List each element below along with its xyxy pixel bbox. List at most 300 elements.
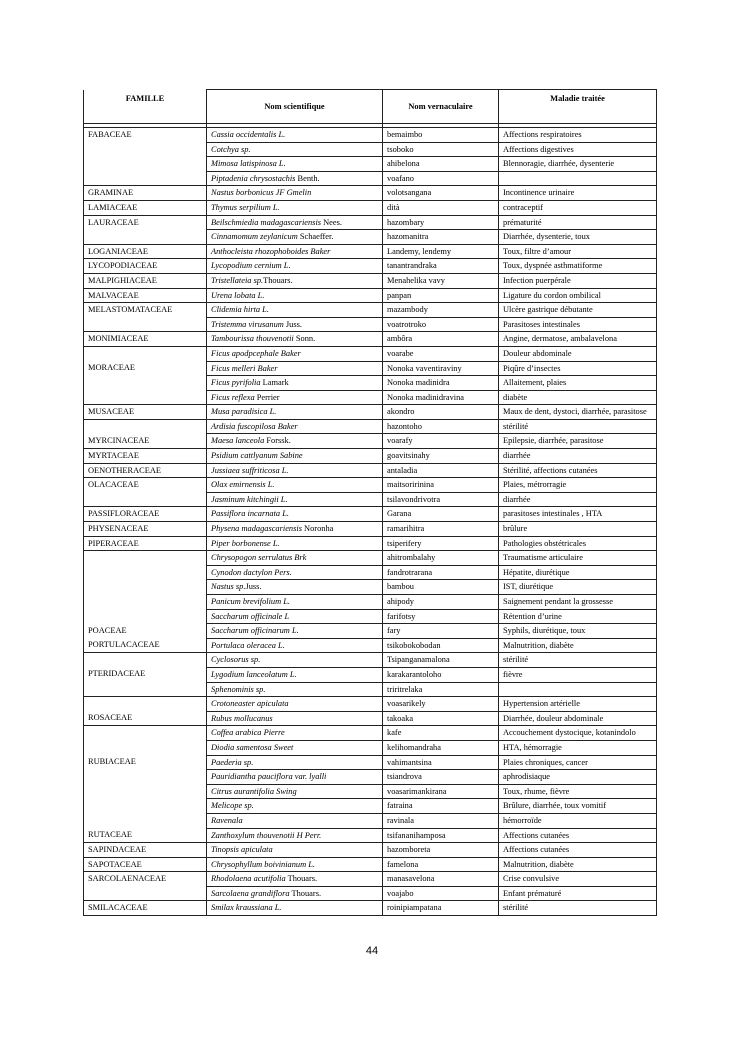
cell-scientific <box>207 740 383 755</box>
cell-family: ROSACEAE <box>84 711 207 726</box>
cell-family <box>84 551 207 566</box>
table-row <box>84 288 657 303</box>
cell-vernacular: ahitrombalahy <box>383 551 499 566</box>
author-name: Perrier <box>254 392 280 402</box>
cell-vernacular: ahipody <box>383 595 499 610</box>
cell-disease: Traumatisme articulaire <box>499 551 657 566</box>
cell-family <box>84 609 207 624</box>
table-row <box>84 200 657 215</box>
cell-scientific <box>207 872 383 887</box>
table-row <box>84 507 657 522</box>
cell-vernacular: vahimantsina <box>383 755 499 770</box>
table-row <box>84 244 657 259</box>
cell-vernacular: maitsoririnina <box>383 478 499 493</box>
cell-disease: Syphils, diurétique, toux <box>499 624 657 639</box>
scientific-name: Saccharum officinale L <box>211 611 290 621</box>
table-row <box>84 492 657 507</box>
cell-disease: Toux, dyspnée asthmatiforme <box>499 259 657 274</box>
cell-scientific <box>207 186 383 201</box>
cell-disease <box>499 682 657 697</box>
scientific-name: Ravenala <box>211 815 243 825</box>
scientific-name: Diodia samentosa Sweet <box>211 742 294 752</box>
cell-family <box>84 682 207 697</box>
cell-family: PTERIDACEAE <box>84 667 207 682</box>
cell-vernacular: mazambody <box>383 303 499 318</box>
cell-scientific <box>207 288 383 303</box>
cell-scientific <box>207 799 383 814</box>
cell-vernacular: ramarihitra <box>383 522 499 537</box>
cell-scientific <box>207 492 383 507</box>
cell-scientific <box>207 157 383 172</box>
table-row <box>84 361 657 376</box>
cell-scientific <box>207 303 383 318</box>
table-row <box>84 142 657 157</box>
cell-vernacular: dità <box>383 200 499 215</box>
cell-family: SARCOLAENACEAE <box>84 872 207 887</box>
cell-family <box>84 813 207 828</box>
table-row <box>84 813 657 828</box>
table-row <box>84 551 657 566</box>
scientific-name: Nastus borbonicus JF Gmelin <box>211 188 312 198</box>
cell-disease: Toux, rhume, fièvre <box>499 784 657 799</box>
cell-disease: Hépatite, diurétique <box>499 565 657 580</box>
cell-scientific <box>207 449 383 464</box>
table-row <box>84 595 657 610</box>
cell-family: LAURACEAE <box>84 215 207 230</box>
cell-disease: Affections digestives <box>499 142 657 157</box>
cell-vernacular: volotsangana <box>383 186 499 201</box>
scientific-name: Physena madagascariensis <box>211 524 302 534</box>
cell-disease: stérilité <box>499 419 657 434</box>
cell-vernacular: tsiperifery <box>383 536 499 551</box>
scientific-name: Coffea arabica Pierre <box>211 728 285 738</box>
cell-vernacular: fandrotrarana <box>383 565 499 580</box>
cell-family: OLACACEAE <box>84 478 207 493</box>
table-row <box>84 536 657 551</box>
cell-family: MALVACEAE <box>84 288 207 303</box>
cell-disease: Maux de dent, dystoci, diarrhée, parasitose <box>499 405 657 420</box>
cell-scientific <box>207 346 383 361</box>
scientific-name: Lycopodium cernium L. <box>211 261 291 271</box>
table-row <box>84 624 657 639</box>
cell-family <box>84 346 207 361</box>
cell-scientific <box>207 813 383 828</box>
cell-vernacular: Nonoka vaventiraviny <box>383 361 499 376</box>
table-row <box>84 770 657 785</box>
cell-vernacular: antaladia <box>383 463 499 478</box>
scientific-name: Sarcolaena grandiflora <box>211 888 290 898</box>
table-row <box>84 580 657 595</box>
cell-family: LOGANIACEAE <box>84 244 207 259</box>
cell-scientific <box>207 376 383 391</box>
cell-vernacular: kafe <box>383 726 499 741</box>
cell-family <box>84 230 207 245</box>
header-row <box>84 90 657 124</box>
cell-family: MORACEAE <box>84 361 207 376</box>
cell-scientific <box>207 230 383 245</box>
cell-scientific <box>207 624 383 639</box>
cell-family: LAMIACEAE <box>84 200 207 215</box>
scientific-name: Jasminum kitchingii L. <box>211 494 288 504</box>
cell-vernacular: voarabe <box>383 346 499 361</box>
scientific-name: Musa paradisica L. <box>211 407 277 417</box>
cell-disease: Parasitoses intestinales <box>499 317 657 332</box>
cell-family: SMILACACEAE <box>84 901 207 916</box>
table-row <box>84 726 657 741</box>
table-row <box>84 230 657 245</box>
table-row <box>84 784 657 799</box>
cell-family <box>84 653 207 668</box>
cell-vernacular: goavitsinahy <box>383 449 499 464</box>
scientific-name: Olax emirnensis L. <box>211 480 275 490</box>
cell-family: MYRCINACEAE <box>84 434 207 449</box>
cell-family <box>84 697 207 712</box>
cell-family: MUSACEAE <box>84 405 207 420</box>
cell-vernacular: fary <box>383 624 499 639</box>
cell-vernacular: tsilavondrivotra <box>383 492 499 507</box>
cell-family: PASSIFLORACEAE <box>84 507 207 522</box>
table-row <box>84 653 657 668</box>
table-row <box>84 419 657 434</box>
table-row <box>84 390 657 405</box>
cell-vernacular: hazombary <box>383 215 499 230</box>
scientific-name: Sphenominis sp. <box>211 684 266 694</box>
table-row <box>84 755 657 770</box>
cell-scientific <box>207 667 383 682</box>
cell-disease: Brûlure, diarrhée, toux vomitif <box>499 799 657 814</box>
table-row <box>84 259 657 274</box>
cell-scientific <box>207 711 383 726</box>
scientific-name: Crotoneaster apiculata <box>211 699 289 709</box>
table-row <box>84 565 657 580</box>
header-disease: Maladie traitée <box>499 90 657 124</box>
author-name: Thouars. <box>263 275 293 285</box>
cell-scientific <box>207 478 383 493</box>
table-row <box>84 711 657 726</box>
cell-scientific <box>207 522 383 537</box>
cell-scientific <box>207 536 383 551</box>
table-row <box>84 376 657 391</box>
author-name: Schaeffer. <box>297 232 334 242</box>
cell-disease: stérilité <box>499 653 657 668</box>
cell-scientific <box>207 551 383 566</box>
table-row <box>84 697 657 712</box>
table-row <box>84 740 657 755</box>
cell-scientific <box>207 317 383 332</box>
cell-disease: Angine, dermatose, ambalavelona <box>499 332 657 347</box>
scientific-name: Piper borbonense L. <box>211 538 280 548</box>
scientific-name: Pauridiantha pauciflora var. lyalli <box>211 772 327 782</box>
author-name: Noronha <box>301 524 334 534</box>
table-row <box>84 638 657 653</box>
author-name: Forssk. <box>264 436 291 446</box>
cell-family <box>84 142 207 157</box>
cell-disease: Malnutrition, diabète <box>499 638 657 653</box>
scientific-name: Cynodon dactylon Pers. <box>211 567 292 577</box>
cell-scientific <box>207 244 383 259</box>
cell-disease: Plaies, métrorragie <box>499 478 657 493</box>
cell-scientific <box>207 507 383 522</box>
cell-disease: Blennoragie, diarrhée, dysenterie <box>499 157 657 172</box>
cell-vernacular: Tsipanganamalona <box>383 653 499 668</box>
table-row <box>84 522 657 537</box>
table-row <box>84 799 657 814</box>
cell-vernacular: voajabo <box>383 886 499 901</box>
scientific-name: Lygodium lanceolatum L. <box>211 669 297 679</box>
table-row <box>84 303 657 318</box>
cell-scientific <box>207 128 383 143</box>
cell-scientific <box>207 565 383 580</box>
cell-vernacular: roinipiampatana <box>383 901 499 916</box>
scientific-name: Portulaca oleracea L. <box>211 640 285 650</box>
table-row <box>84 843 657 858</box>
scientific-name: Urena lobata L. <box>211 290 265 300</box>
scientific-name: Ardisia fuscopilosa Baker <box>211 421 298 431</box>
cell-disease: Diarrhée, dysenterie, toux <box>499 230 657 245</box>
cell-scientific <box>207 697 383 712</box>
scientific-name: Beilschmiedia madagascariensis <box>211 217 322 227</box>
scientific-name: Nastus sp. <box>211 582 246 592</box>
scientific-name: Zanthoxylum thouvenotii H Perr. <box>211 830 322 840</box>
cell-scientific <box>207 682 383 697</box>
cell-disease: Piqûre d’insectes <box>499 361 657 376</box>
cell-scientific <box>207 857 383 872</box>
table-row <box>84 128 657 143</box>
cell-family: MYRTACEAE <box>84 449 207 464</box>
cell-scientific <box>207 463 383 478</box>
cell-scientific <box>207 886 383 901</box>
table-row <box>84 171 657 186</box>
table-body <box>84 128 657 916</box>
cell-scientific <box>207 901 383 916</box>
cell-disease: Hypertension artérielle <box>499 697 657 712</box>
cell-disease: hémorroïde <box>499 813 657 828</box>
cell-family <box>84 726 207 741</box>
cell-disease: Incontinence urinaire <box>499 186 657 201</box>
cell-scientific <box>207 609 383 624</box>
scientific-name: Rhodolaena acutifolia <box>211 874 286 884</box>
header-vernacular: Nom vernaculaire <box>383 90 499 124</box>
cell-vernacular: Nonoka madinidravina <box>383 390 499 405</box>
cell-vernacular: bemaimbo <box>383 128 499 143</box>
cell-vernacular: voafano <box>383 171 499 186</box>
cell-scientific <box>207 361 383 376</box>
cell-disease: Ulcère gastrique débutante <box>499 303 657 318</box>
cell-vernacular: fatraina <box>383 799 499 814</box>
scientific-name: Passiflora incarnata L. <box>211 509 289 519</box>
cell-disease: diabète <box>499 390 657 405</box>
scientific-name: Jussiaea suffriticosa L. <box>211 465 289 475</box>
cell-disease: IST, diurétique <box>499 580 657 595</box>
cell-family <box>84 376 207 391</box>
scientific-name: Tinopsis apiculata <box>211 845 273 855</box>
cell-family: FABACEAE <box>84 128 207 143</box>
cell-vernacular: hazontoho <box>383 419 499 434</box>
cell-family: MONIMIACEAE <box>84 332 207 347</box>
cell-vernacular: karakarantoloho <box>383 667 499 682</box>
cell-disease: Affections cutanées <box>499 843 657 858</box>
scientific-name: Panicum brevifolium L. <box>211 597 291 606</box>
cell-scientific <box>207 259 383 274</box>
author-name: Juss. <box>283 319 302 329</box>
cell-disease: Accouchement dystocique, kotanindolo <box>499 726 657 741</box>
scientific-name: Cinnamomum zeylanicum <box>211 232 298 242</box>
cell-vernacular: bambou <box>383 580 499 595</box>
cell-vernacular: Garana <box>383 507 499 522</box>
table-row <box>84 332 657 347</box>
cell-vernacular: ambôra <box>383 332 499 347</box>
cell-scientific <box>207 171 383 186</box>
table-row <box>84 901 657 916</box>
cell-vernacular: Landemy, lendemy <box>383 244 499 259</box>
cell-scientific <box>207 273 383 288</box>
cell-family <box>84 419 207 434</box>
cell-disease <box>499 171 657 186</box>
scientific-name: Piptadenia chrysostachis <box>211 173 296 183</box>
cell-vernacular: voarafy <box>383 434 499 449</box>
cell-scientific <box>207 215 383 230</box>
table-row <box>84 215 657 230</box>
scientific-name: Smilax kraussiana L. <box>211 903 282 913</box>
author-name: Lamark <box>260 378 289 388</box>
table-row <box>84 449 657 464</box>
cell-disease: prématurité <box>499 215 657 230</box>
cell-vernacular: Nonoka madinidra <box>383 376 499 391</box>
cell-family: GRAMINAE <box>84 186 207 201</box>
author-name: Juss. <box>245 582 262 592</box>
cell-family <box>84 317 207 332</box>
scientific-name: Tambourissa thouvenotii <box>211 334 294 344</box>
table-row <box>84 872 657 887</box>
scientific-name: Melicope sp. <box>211 801 254 811</box>
cell-family: RUTACEAE <box>84 828 207 843</box>
cell-family <box>84 390 207 405</box>
cell-disease: Epilepsie, diarrhée, parasitose <box>499 434 657 449</box>
cell-disease: Enfant prématuré <box>499 886 657 901</box>
cell-disease: Stérilité, affections cutanées <box>499 463 657 478</box>
cell-scientific <box>207 726 383 741</box>
scientific-name: Cyclosorus sp. <box>211 655 261 665</box>
scientific-name: Chrysopogon serrulatus Brk <box>211 553 307 563</box>
cell-family: PHYSENACEAE <box>84 522 207 537</box>
cell-vernacular: tsikobokobodan <box>383 638 499 653</box>
cell-disease: Affections cutanées <box>499 828 657 843</box>
cell-family: PORTULACACEAE <box>84 638 207 653</box>
table-row <box>84 609 657 624</box>
cell-scientific <box>207 434 383 449</box>
author-name: Thouars. <box>289 888 322 898</box>
cell-disease: contraceptif <box>499 200 657 215</box>
table-row <box>84 886 657 901</box>
cell-disease: Douleur abdominale <box>499 346 657 361</box>
cell-disease: fièvre <box>499 667 657 682</box>
scientific-name: Citrus aurantifolia Swing <box>211 786 297 796</box>
table-row <box>84 434 657 449</box>
cell-family: OENOTHERACEAE <box>84 463 207 478</box>
cell-family <box>84 565 207 580</box>
cell-family: MELASTOMATACEAE <box>84 303 207 318</box>
cell-scientific <box>207 653 383 668</box>
cell-scientific <box>207 580 383 595</box>
scientific-name: Chrysophyllum boivinianum L. <box>211 859 315 869</box>
cell-disease: Infection puerpérale <box>499 273 657 288</box>
cell-vernacular: Menahelika vavy <box>383 273 499 288</box>
scientific-name: Thymus serpilium L. <box>211 202 280 212</box>
scientific-name: Ficus pyrifolia <box>211 378 261 388</box>
cell-disease: aphrodisiaque <box>499 770 657 785</box>
cell-scientific <box>207 405 383 420</box>
scientific-name: Tristemma virusanum <box>211 319 284 329</box>
cell-disease: Plaies chroniques, cancer <box>499 755 657 770</box>
table-row <box>84 346 657 361</box>
cell-family <box>84 740 207 755</box>
cell-family: LYCOPODIACEAE <box>84 259 207 274</box>
cell-vernacular: tsoboko <box>383 142 499 157</box>
cell-scientific <box>207 390 383 405</box>
cell-disease: Rétention d’urine <box>499 609 657 624</box>
table-row <box>84 273 657 288</box>
cell-vernacular: hazomanitra <box>383 230 499 245</box>
scientific-name: Tristellateia sp. <box>211 275 264 285</box>
table-row <box>84 682 657 697</box>
cell-vernacular: ravinala <box>383 813 499 828</box>
cell-family <box>84 492 207 507</box>
cell-disease: parasitoses intestinales , HTA <box>499 507 657 522</box>
cell-vernacular: manasavelona <box>383 872 499 887</box>
cell-vernacular: tanantrandraka <box>383 259 499 274</box>
cell-vernacular: hazomboreta <box>383 843 499 858</box>
cell-disease: diarrhée <box>499 449 657 464</box>
table-row <box>84 828 657 843</box>
header-scientific: Nom scientifique <box>207 90 383 124</box>
cell-disease: Ligature du cordon ombilical <box>499 288 657 303</box>
scientific-name: Ficus melleri Baker <box>211 363 278 373</box>
scientific-name: Psidium cattlyanum Sabine <box>211 451 303 461</box>
cell-scientific <box>207 638 383 653</box>
cell-family: POACEAE <box>84 624 207 639</box>
cell-family <box>84 770 207 785</box>
scientific-name: Ficus apodpcephale Baker <box>211 348 301 358</box>
cell-family: SAPINDACEAE <box>84 843 207 858</box>
cell-disease: Pathologies obstétricales <box>499 536 657 551</box>
cell-family <box>84 784 207 799</box>
cell-vernacular: farifotsy <box>383 609 499 624</box>
cell-disease: brûlure <box>499 522 657 537</box>
cell-disease: Crise convulsive <box>499 872 657 887</box>
cell-family <box>84 886 207 901</box>
table-row <box>84 667 657 682</box>
table-row <box>84 317 657 332</box>
cell-disease: stérilité <box>499 901 657 916</box>
cell-disease: Diarrhée, douleur abdominale <box>499 711 657 726</box>
cell-scientific <box>207 755 383 770</box>
scientific-name: Clidemia hirta L. <box>211 305 269 315</box>
cell-disease: Toux, filtre d’amour <box>499 244 657 259</box>
cell-family <box>84 799 207 814</box>
cell-family <box>84 171 207 186</box>
cell-scientific <box>207 784 383 799</box>
scientific-name: Cassia occidentalis L. <box>211 130 286 139</box>
header-family: FAMILLE <box>84 90 207 124</box>
cell-disease: Malnutrition, diabète <box>499 857 657 872</box>
cell-family: RUBIACEAE <box>84 755 207 770</box>
cell-vernacular: triritrelaka <box>383 682 499 697</box>
cell-scientific <box>207 142 383 157</box>
cell-disease: Saignement pendant la grossesse <box>499 595 657 610</box>
table-row <box>84 478 657 493</box>
cell-scientific <box>207 843 383 858</box>
scientific-name: Ficus reflexa <box>211 392 255 402</box>
